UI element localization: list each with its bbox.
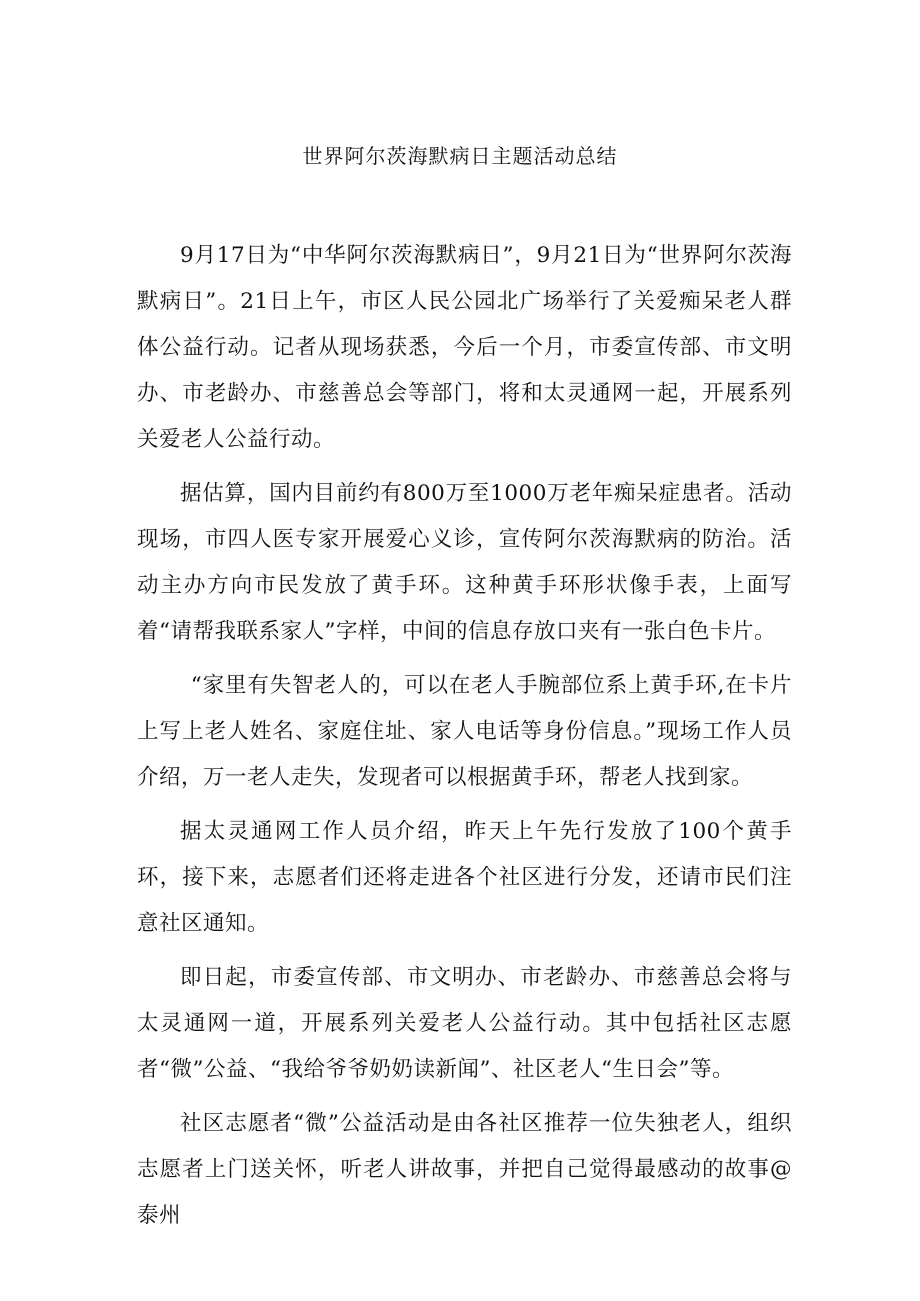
paragraph-6: 社区志愿者“微”公益活动是由各社区推荐一位失独老人，组织志愿者上门送关怀，听老人讲故事，并把自己觉得最感动的故事@泰州 — [137, 1111, 792, 1228]
document-title: 世界阿尔茨海默病日主题活动总结 — [302, 144, 618, 168]
paragraph-5: 即日起，市委宣传部、市文明办、市老龄办、市慈善总会将与太灵通网一道，开展系列关爱老人公益行动。其中包括社区志愿者“微”公益、“我给爷爷奶奶读新闻”、社区老人“生日会”等。 — [137, 965, 792, 1082]
paragraph-3: “家里有失智老人的，可以在老人手腕部位系上黄手环,在卡片上写上老人姓名、家庭住址、家人电话等身份信息。”现场工作人员介绍，万一老人走失，发现者可以根据黄手环，帮老人找到家。 — [137, 673, 792, 790]
paragraph-2: 据估算，国内目前约有800万至1000万老年痴呆症患者。活动现场，市四人医专家开展爱心义诊，宣传阿尔茨海默病的防治。活动主办方向市民发放了黄手环。这种黄手环形状像手表，上面写着“请帮我联系家人”字样，中间的信息存放口夹有一张白色卡片。 — [137, 481, 792, 644]
document-body — [137, 233, 792, 1247]
paragraph-4: 据太灵通网工作人员介绍，昨天上午先行发放了100个黄手环，接下来，志愿者们还将走进各个社区进行分发，还请市民们注意社区通知。 — [137, 819, 792, 936]
paragraph-1: 9月17日为“中华阿尔茨海默病日”，9月21日为“世界阿尔茨海默病日”。21日上午，市区人民公园北广场举行了关爱痴呆老人群体公益行动。记者从现场获悉，今后一个月，市委宣传部、市文明办、市老龄办、市慈善总会等部门，将和太灵通网一起，开展系列关爱老人公益行动。 — [137, 243, 792, 452]
